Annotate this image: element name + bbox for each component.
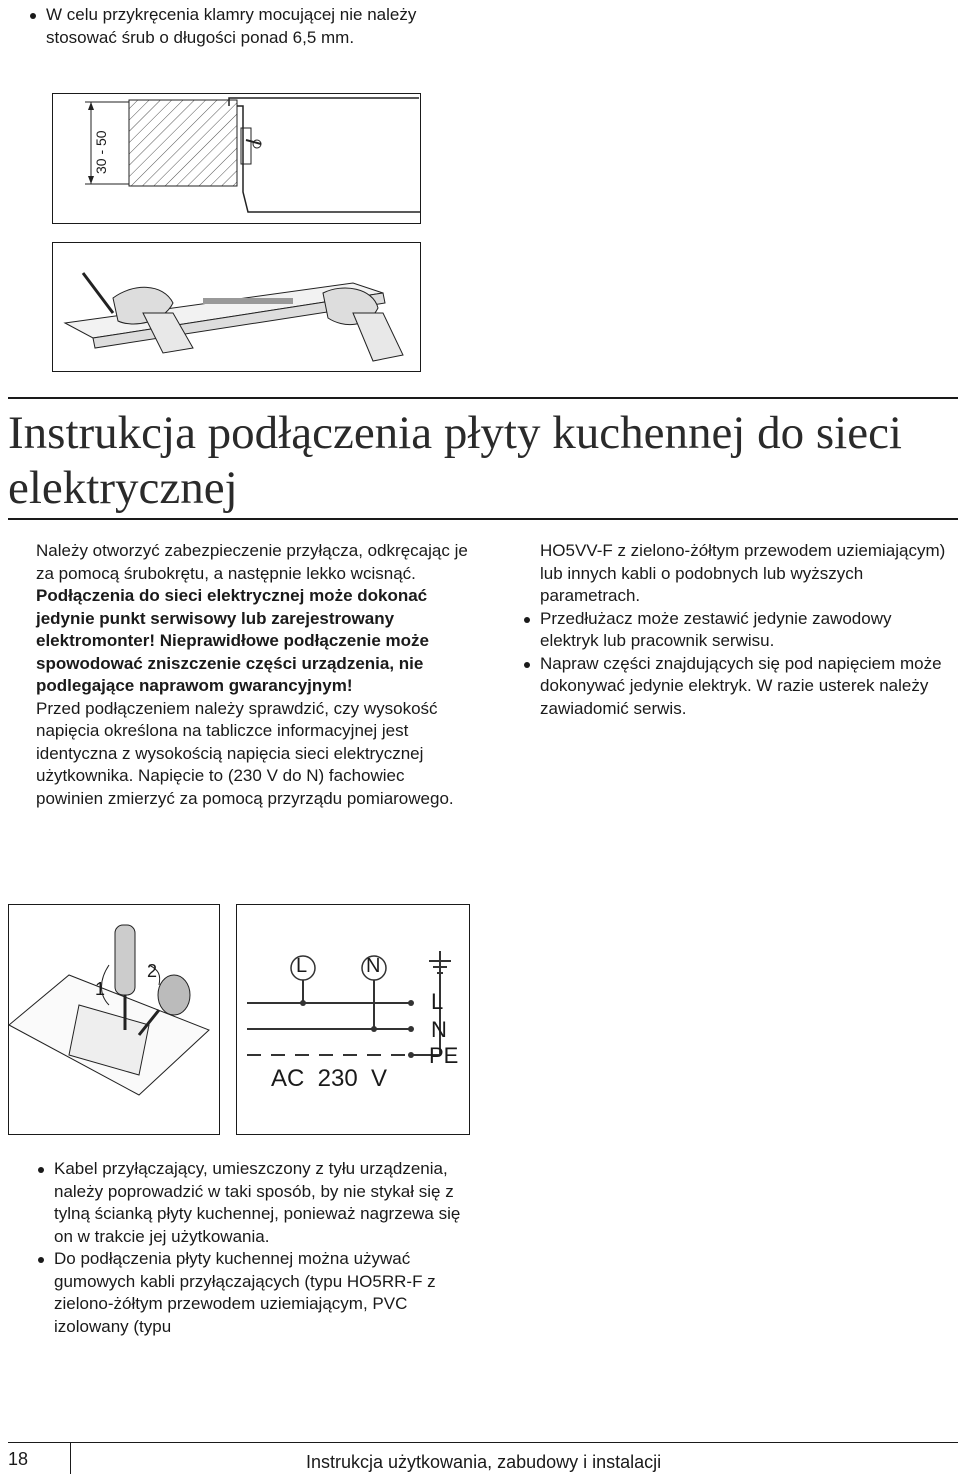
top-note: W celu przykręcenia klamry mocującej nie należy stosować śrub o długości ponad 6,5 mm.	[28, 4, 428, 49]
manual-title: Instrukcja użytkowania, zabudowy i instalacji	[306, 1452, 662, 1472]
title-rule-top	[8, 397, 958, 399]
footer-rule	[8, 1442, 958, 1443]
wire-l-label: L	[431, 989, 444, 1014]
clamp-dimension-figure	[52, 93, 421, 224]
installation-hands-figure	[52, 242, 421, 372]
page-number: 18	[8, 1449, 29, 1469]
step-2-label: 2	[147, 961, 158, 981]
screwdriver-figure	[8, 904, 220, 1135]
footer-divider	[70, 1442, 71, 1474]
bottom-bullets	[36, 1158, 468, 1338]
wire-n-label: N	[431, 1017, 447, 1042]
step-1-label: 1	[95, 979, 106, 999]
open-cover-paragraph: Należy otworzyć zabezpieczenie przyłącza, odkręcając je za pomocą śrubokrętu, a następnie lekko wcisnąć.	[36, 541, 468, 583]
dimension-label: 30 - 50	[93, 130, 109, 174]
cable-routing-bullet: Kabel przyłączający, umieszczony z tyłu urządzenia, należy poprowadzić w taki sposób, by nie stykał się z tylną ścianką płyty kuchennej, ponieważ nagrzewa się on w trakcie jej użytkowania.	[36, 1158, 468, 1248]
screwdriver-drawing	[9, 905, 219, 1134]
voltage-label: AC 230 V	[271, 1065, 388, 1092]
cable-type-continuation: HO5VV-F z zielono-żółtym przewodem uziemiającym) lub innych kabli o podobnych lub wyższych parametrach.	[540, 541, 946, 605]
left-column	[36, 540, 468, 810]
right-column	[522, 540, 952, 720]
top-note-list	[28, 4, 428, 49]
warning-paragraph: Podłączenia do sieci elektrycznej może dokonać jedynie punkt serwisowy lub zarejestrowany elektromonter! Nieprawidłowe podłączenie może spowodować zniszczenie części urządzenia, nie podlegające naprawom gwarancyjnym!	[36, 586, 429, 695]
voltage-check-paragraph: Przed podłączeniem należy sprawdzić, czy wysokość napięcia określona na tabliczce informacyjnej jest identyczna z wysokością napięcia sieci elektrycznej użytkownika. Napięcie to (230 V do N) fachowiec powinien zmierzyć za pomocą przyrządu pomiarowego.	[36, 698, 454, 808]
right-bullets	[522, 608, 952, 721]
cable-type-bullet: Do podłączenia płyty kuchennej można używać gumowych kabli przyłączających (typu HO5RR-F z zielono-żółtym przewodem uziemiającym, PVC izolowany (typu	[36, 1248, 468, 1338]
repair-bullet: Napraw części znajdujących się pod napięciem może dokonywać jedynie elektryk. W razie usterek należy zawiadomić serwis.	[522, 653, 952, 721]
title-rule-bottom	[8, 518, 958, 520]
terminal-l-label: L	[296, 955, 308, 977]
installation-hands-drawing	[53, 243, 420, 371]
terminal-n-label: N	[366, 955, 381, 977]
wire-pe-label: PE	[429, 1043, 459, 1068]
wiring-diagram	[236, 904, 470, 1135]
extension-bullet: Przedłużacz może zestawić jedynie zawodowy elektryk lub pracownik serwisu.	[522, 608, 952, 653]
page-title: Instrukcja podłączenia płyty kuchennej do sieci elektrycznej	[8, 407, 902, 514]
